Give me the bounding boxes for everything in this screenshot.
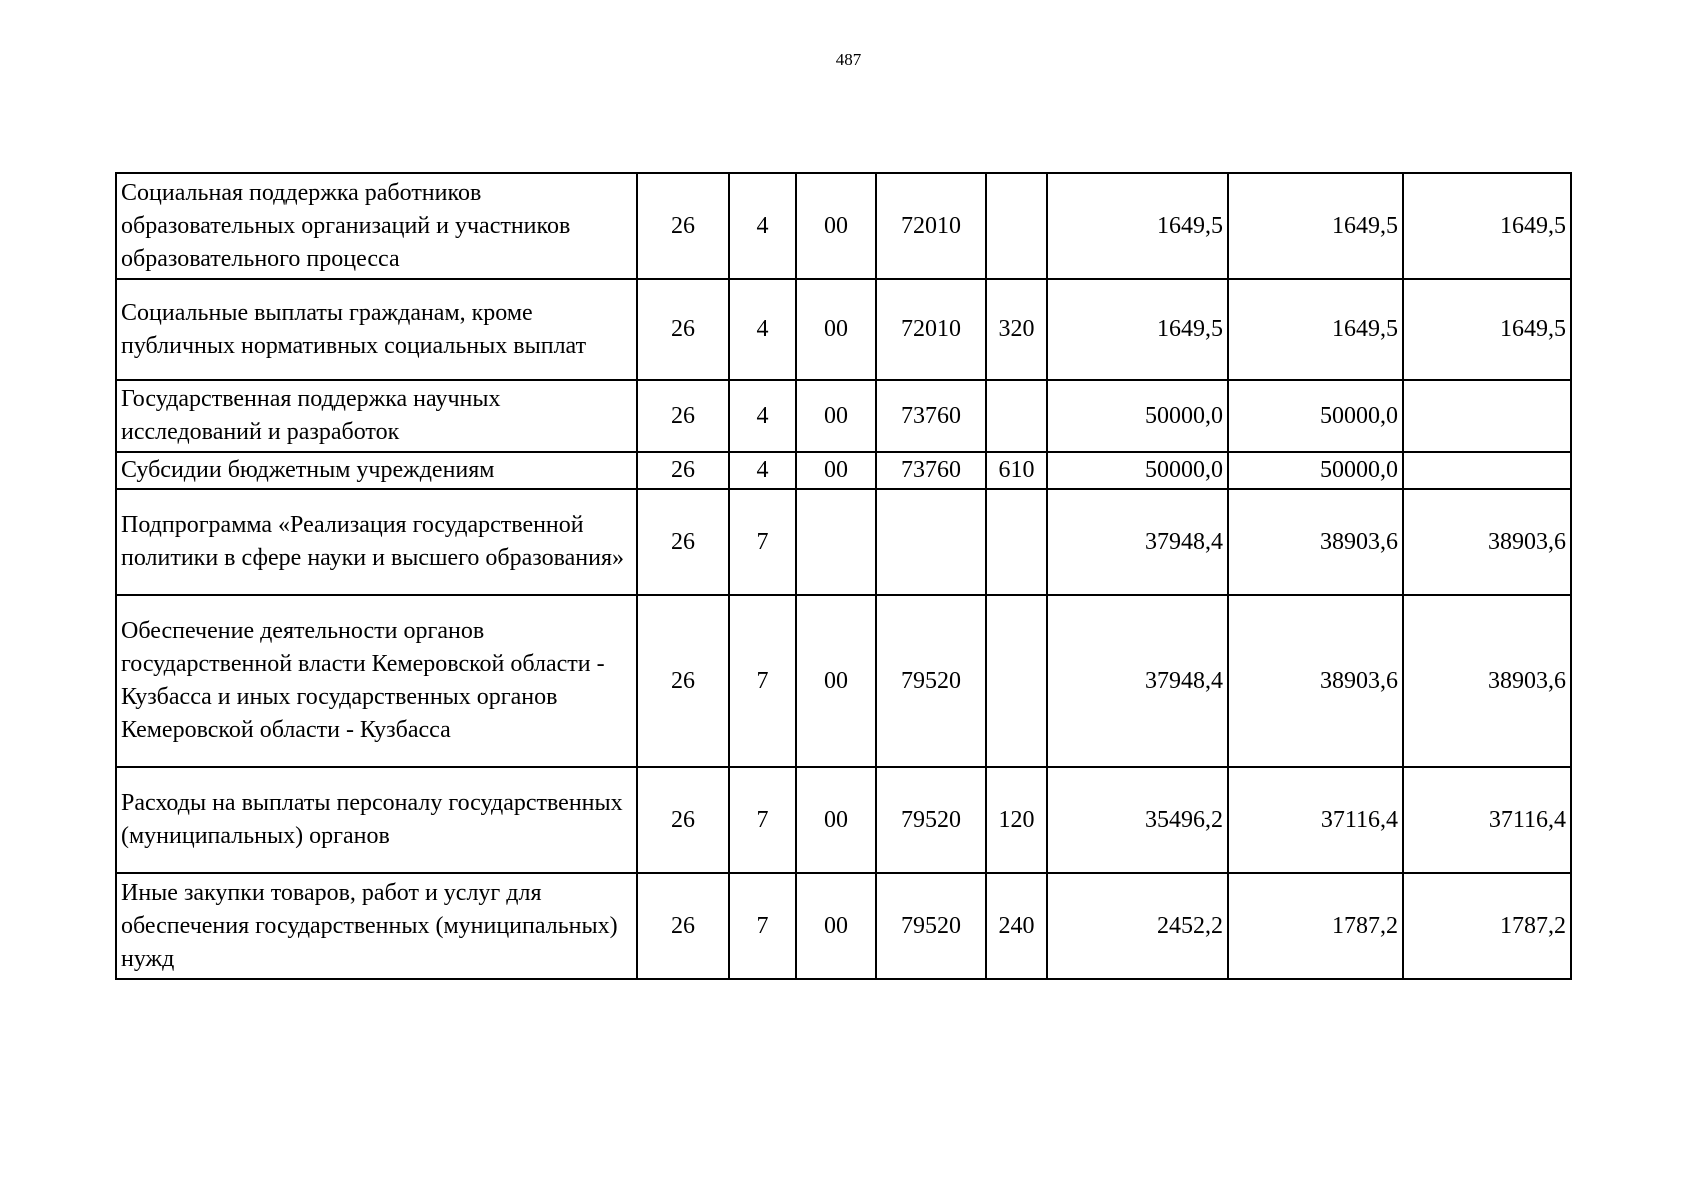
cell-code-1: 26	[637, 279, 729, 380]
cell-code-3: 00	[796, 595, 876, 767]
cell-code-2: 7	[729, 595, 796, 767]
cell-code-2: 7	[729, 489, 796, 595]
cell-code-3: 00	[796, 279, 876, 380]
cell-amount-2: 50000,0	[1228, 452, 1403, 489]
cell-code-5: 610	[986, 452, 1047, 489]
cell-code-1: 26	[637, 595, 729, 767]
cell-code-4: 79520	[876, 873, 986, 979]
cell-code-2: 4	[729, 279, 796, 380]
cell-amount-1: 50000,0	[1047, 380, 1228, 452]
cell-code-3	[796, 489, 876, 595]
cell-amount-3: 37116,4	[1403, 767, 1571, 873]
cell-code-4: 73760	[876, 452, 986, 489]
cell-code-1: 26	[637, 380, 729, 452]
cell-amount-2: 38903,6	[1228, 595, 1403, 767]
cell-amount-3: 1787,2	[1403, 873, 1571, 979]
row-name: Социальные выплаты гражданам, кроме публичных нормативных социальных выплат	[116, 279, 637, 380]
cell-amount-3: 1649,5	[1403, 279, 1571, 380]
page-number: 487	[835, 50, 862, 69]
cell-amount-3	[1403, 380, 1571, 452]
table-row	[116, 452, 1571, 489]
cell-code-2: 7	[729, 873, 796, 979]
row-name: Подпрограмма «Реализация государственной политики в сфере науки и высшего образования»	[116, 489, 637, 595]
cell-code-3: 00	[796, 380, 876, 452]
cell-amount-3: 38903,6	[1403, 489, 1571, 595]
table-row	[116, 380, 1571, 452]
cell-code-3: 00	[796, 452, 876, 489]
cell-amount-3: 1649,5	[1403, 173, 1571, 279]
cell-code-5: 320	[986, 279, 1047, 380]
row-name: Иные закупки товаров, работ и услуг для обеспечения государственных (муниципальных) нужд	[116, 873, 637, 979]
cell-amount-1: 1649,5	[1047, 279, 1228, 380]
cell-amount-3: 38903,6	[1403, 595, 1571, 767]
cell-amount-1: 37948,4	[1047, 489, 1228, 595]
cell-code-3: 00	[796, 173, 876, 279]
cell-amount-1: 1649,5	[1047, 173, 1228, 279]
cell-code-5: 240	[986, 873, 1047, 979]
cell-code-4: 72010	[876, 173, 986, 279]
cell-code-1: 26	[637, 489, 729, 595]
cell-amount-1: 35496,2	[1047, 767, 1228, 873]
cell-amount-3	[1403, 452, 1571, 489]
cell-amount-2: 38903,6	[1228, 489, 1403, 595]
cell-amount-1: 2452,2	[1047, 873, 1228, 979]
cell-code-5	[986, 489, 1047, 595]
cell-code-2: 4	[729, 452, 796, 489]
cell-code-2: 4	[729, 380, 796, 452]
cell-code-4: 79520	[876, 595, 986, 767]
table-row	[116, 279, 1571, 380]
cell-code-4: 73760	[876, 380, 986, 452]
cell-code-5	[986, 173, 1047, 279]
cell-code-3: 00	[796, 873, 876, 979]
table-row	[116, 873, 1571, 979]
table-row	[116, 767, 1571, 873]
budget-table	[115, 172, 1572, 980]
row-name: Государственная поддержка научных исследований и разработок	[116, 380, 637, 452]
row-name: Расходы на выплаты персоналу государственных (муниципальных) органов	[116, 767, 637, 873]
cell-amount-1: 50000,0	[1047, 452, 1228, 489]
cell-amount-2: 37116,4	[1228, 767, 1403, 873]
cell-amount-2: 50000,0	[1228, 380, 1403, 452]
row-name: Социальная поддержка работников образовательных организаций и участников образовательного процесса	[116, 173, 637, 279]
cell-code-4: 79520	[876, 767, 986, 873]
cell-amount-1: 37948,4	[1047, 595, 1228, 767]
table-row	[116, 489, 1571, 595]
row-name: Обеспечение деятельности органов государственной власти Кемеровской области - Кузбасса и иных государственных органов Кемеровской области - Кузбасса	[116, 595, 637, 767]
cell-code-1: 26	[637, 767, 729, 873]
cell-code-5	[986, 380, 1047, 452]
cell-code-3: 00	[796, 767, 876, 873]
cell-code-1: 26	[637, 873, 729, 979]
cell-code-5	[986, 595, 1047, 767]
row-name: Субсидии бюджетным учреждениям	[116, 452, 637, 489]
cell-code-5: 120	[986, 767, 1047, 873]
cell-amount-2: 1649,5	[1228, 279, 1403, 380]
cell-code-2: 7	[729, 767, 796, 873]
cell-amount-2: 1787,2	[1228, 873, 1403, 979]
table-row	[116, 595, 1571, 767]
cell-code-2: 4	[729, 173, 796, 279]
cell-code-4	[876, 489, 986, 595]
cell-code-1: 26	[637, 173, 729, 279]
cell-code-1: 26	[637, 452, 729, 489]
cell-code-4: 72010	[876, 279, 986, 380]
table-row	[116, 173, 1571, 279]
cell-amount-2: 1649,5	[1228, 173, 1403, 279]
